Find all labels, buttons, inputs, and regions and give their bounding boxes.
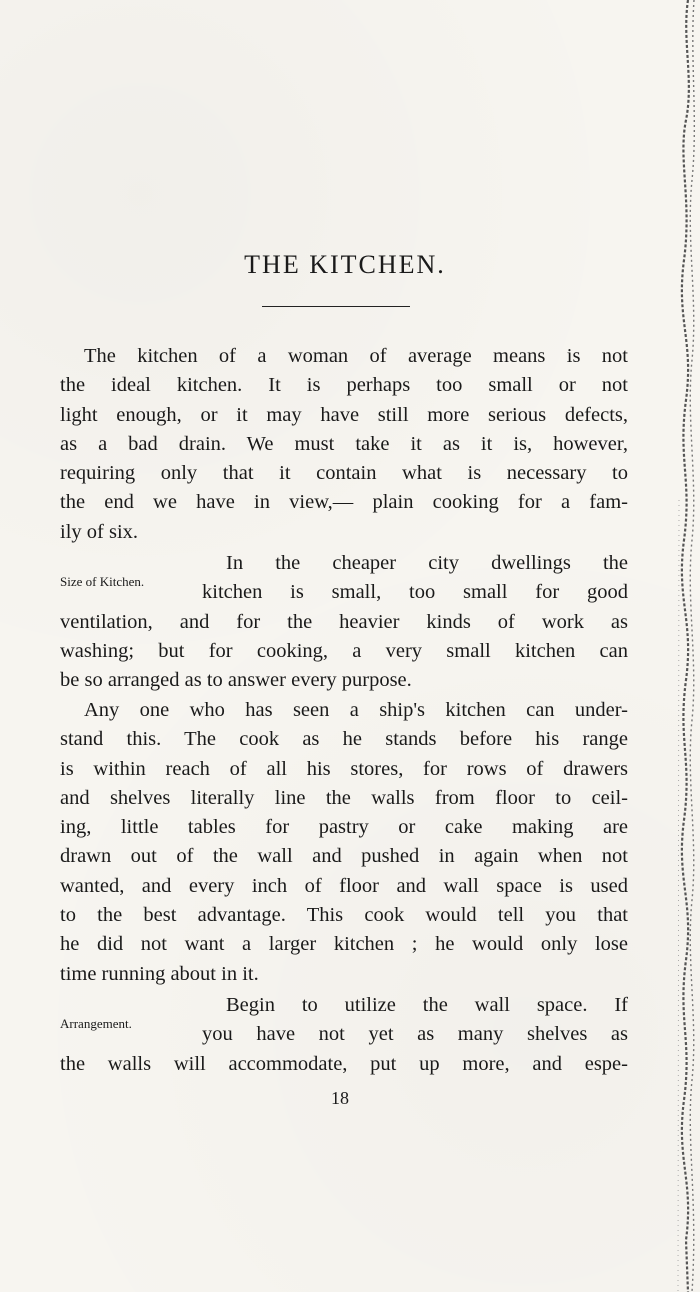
- text-line: ing, little tables for pastry or cake making are: [60, 816, 628, 839]
- text-line: the ideal kitchen. It is perhaps too small or not: [60, 374, 628, 397]
- paragraph-2: [60, 549, 628, 695]
- text-line: stand this. The cook as he stands before his range: [60, 728, 628, 751]
- text-line: the end we have in view,— plain cooking for a fam-: [60, 491, 628, 514]
- text-line: ventilation, and for the heavier kinds of work as: [60, 610, 628, 633]
- text-line: the walls will accommodate, put up more, and espe-: [60, 1052, 628, 1075]
- paragraph-4: [60, 991, 628, 1079]
- title-rule: [262, 306, 410, 307]
- text-line: wanted, and every inch of floor and wall space is used: [60, 874, 628, 897]
- text-line: as a bad drain. We must take it as it is, however,: [60, 432, 628, 455]
- text-line: you have not yet as many shelves as: [202, 1023, 628, 1046]
- text-line: be so arranged as to answer every purpose.: [60, 669, 412, 692]
- chapter-title: THE KITCHEN.: [244, 250, 446, 279]
- text-line: and shelves literally line the walls from floor to ceil-: [60, 786, 628, 809]
- text-line: The kitchen of a woman of average means is not: [84, 345, 628, 367]
- text-line: drawn out of the wall and pushed in again when not: [60, 845, 628, 868]
- text-line: kitchen is small, too small for good: [202, 581, 628, 604]
- text-line: he did not want a larger kitchen ; he would only lose: [60, 933, 628, 956]
- paragraph-3: [60, 696, 628, 989]
- text-line: is within reach of all his stores, for rows of drawers: [60, 757, 628, 780]
- sidenote-size-of-kitchen: Size of Kitchen.: [60, 574, 145, 589]
- text-line: requiring only that it contain what is necessary to: [60, 462, 628, 485]
- text-line: washing; but for cooking, a very small kitchen can: [60, 639, 628, 662]
- text-line: Begin to utilize the wall space. If: [226, 994, 628, 1016]
- binding-gutter: [632, 0, 700, 1292]
- sidenote-arrangement: Arrangement.: [60, 1016, 132, 1031]
- text-line: time running about in it.: [60, 962, 259, 985]
- page-number: 18: [331, 1088, 349, 1108]
- text-line: light enough, or it may have still more serious defects,: [60, 403, 628, 426]
- text-line: Any one who has seen a ship's kitchen can under-: [84, 699, 628, 721]
- binding-edge-texture: [632, 0, 700, 1292]
- text-line: In the cheaper city dwellings the: [226, 552, 628, 574]
- paragraph-1: [60, 342, 628, 547]
- text-line: ily of six.: [60, 520, 139, 543]
- text-line: to the best advantage. This cook would tell you that: [60, 904, 628, 927]
